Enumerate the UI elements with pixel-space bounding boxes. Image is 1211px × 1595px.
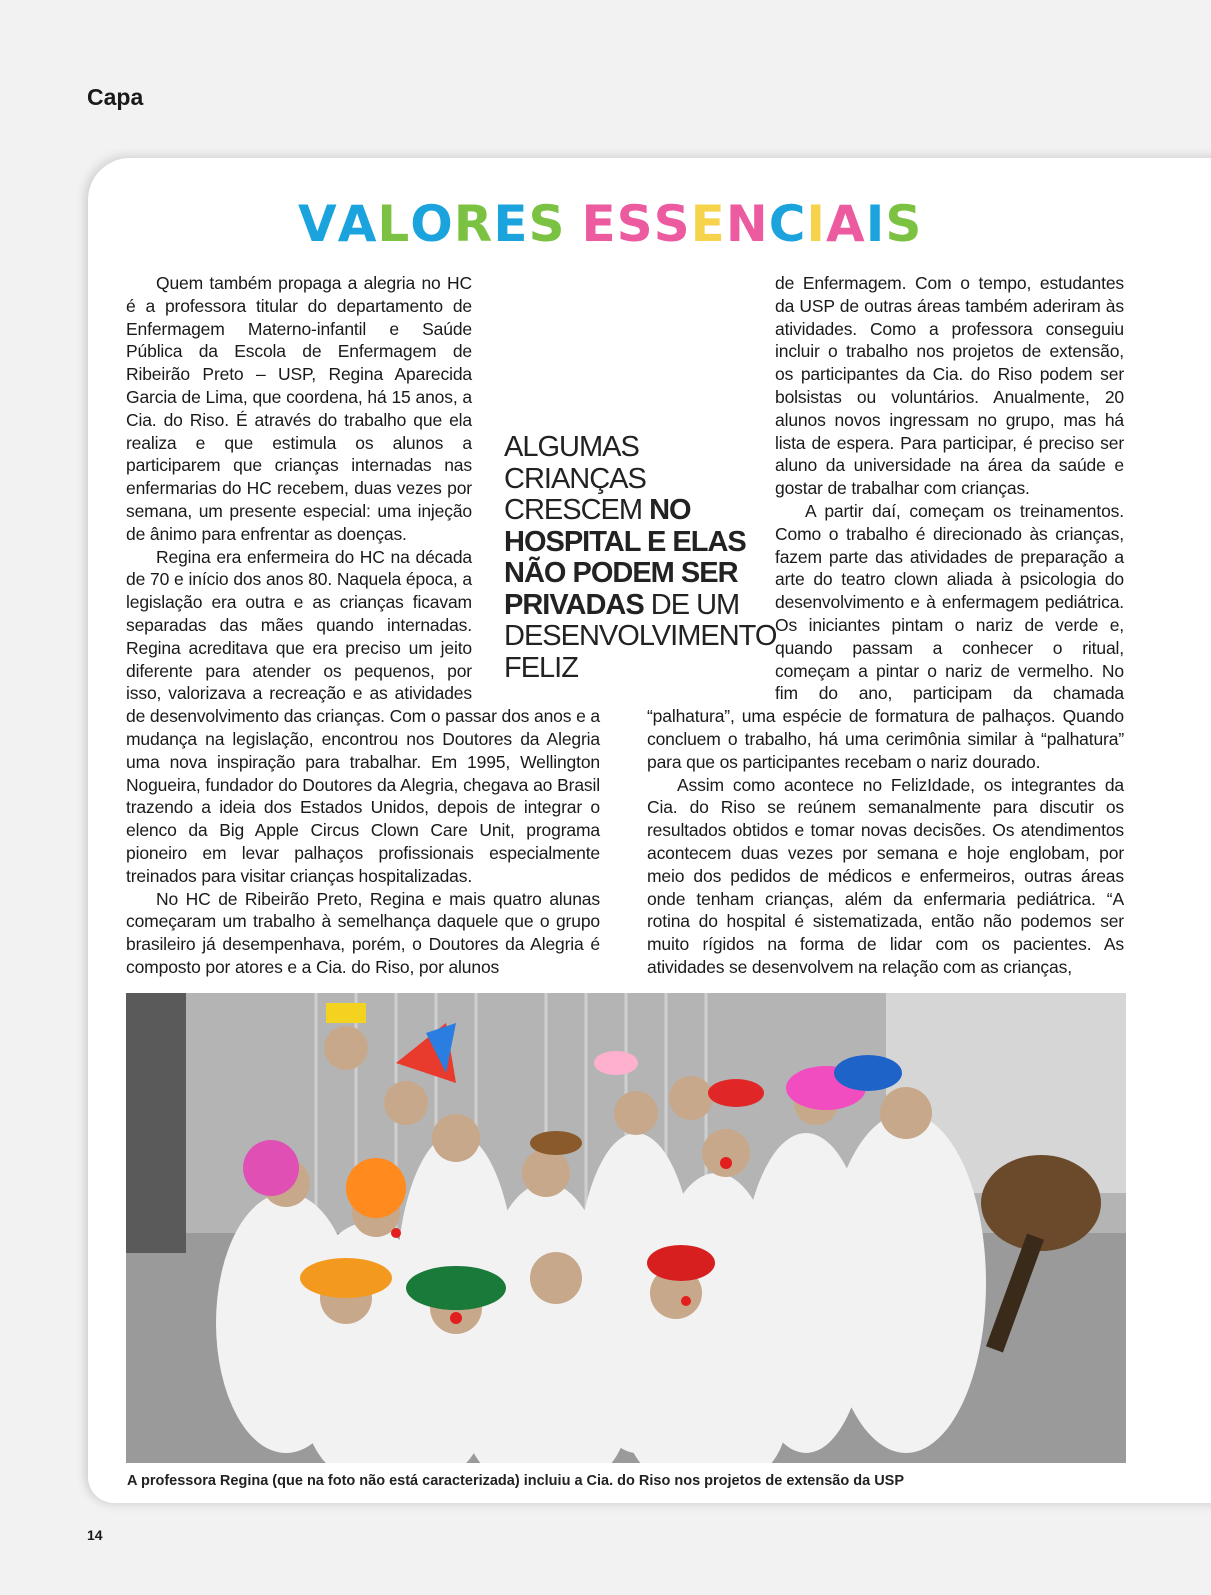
paragraph: A partir daí, começam os treinamentos. Como o trabalho é direcionado às crianças, fazem parte das atividades de preparação a arte do teatro clown aliada à psicologia do desenvolvimento e à enfermagem pediátrica. Os iniciantes pintam o nariz de verde e, quando passam a conhecer o ritual, começam a pintar o nariz de vermelho. No fim do ano, participam da chamada “palhatura”, uma espécie de formatura de palhaços. Quando concluem o trabalho, há uma cerimônia similar à “palhatura” para que os participantes recebam o nariz dourado.	[647, 500, 1124, 772]
title-letter: A	[826, 195, 864, 253]
group-photo	[126, 993, 1126, 1463]
pull-quote	[504, 431, 777, 684]
title-letter: S	[528, 195, 564, 253]
paragraph: No HC de Ribeirão Preto, Regina e mais quatro alunas começaram um trabalho à semelhança daquele que o grupo brasileiro já desempenhava, porém, o Doutores da Alegria é composto por atores e a Cia. do Riso, por alunos	[126, 888, 600, 977]
paragraph: Assim como acontece no FelizIdade, os integrantes da Cia. do Riso se reúnem semanalmente para discutir os resultados obtidos e tomar novas decisões. Os atendimentos acontecem duas vezes por semana e hoje englobam, por meio dos pedidos de médicos e enfermeiros, outras áreas onde tenham crianças, além da enfermaria pediátrica. “A rotina do hospital é sistematizada, então não podemos ser muito rígidos na forma de lidar com os pacientes. As atividades se desenvolvem na relação com as crianças,	[647, 774, 1124, 977]
paragraph: Quem também propaga a alegria no HC é a professora titular do departamento de Enfermagem Materno-infantil e Saúde Pública da Escola de Enfermagem de Ribeirão Preto – USP, Regina Aparecida Garcia de Lima, que coordena, há 15 anos, a Cia. do Riso. É através do trabalho que ela realiza e que estimula os alunos a participarem que crianças internadas nas enfermarias do HC recebem, duas vezes por semana, um presente especial: uma injeção de ânimo para enfrentar as doenças.	[126, 273, 472, 544]
title-letter: E	[690, 195, 724, 253]
title-letter: S	[616, 195, 652, 253]
title-letter: O	[410, 195, 452, 253]
title-letter: E	[581, 195, 615, 253]
title-letter: I	[865, 195, 884, 253]
title-letter: C	[768, 195, 805, 253]
pull-quote-emphasis: NO HOSPITAL E ELAS NÃO PODEM SER PRIVADAS	[504, 494, 746, 621]
section-label: Capa	[87, 84, 144, 110]
pull-quote-part: ALGUMAS CRIANÇAS CRESCEM	[504, 431, 650, 526]
group-photo-illustration	[126, 993, 1126, 1463]
title-letter: A	[337, 195, 376, 253]
paragraph: Regina era enfermeira do HC na década de 70 e início dos anos 80. Naquela época, a legislação era outra e as crianças ficavam separadas das mães quando internadas. Regina acreditava que era preciso um jeito diferente para atender os pequenos, por isso, valorizava a recreação e as atividades de desenvolvimento das crianças. Com o passar dos anos e a mudança na legislação, encontrou nos Doutores da Alegria uma nova inspiração para trabalhar. Em 1995, Wellington Nogueira, fundador do Doutores da Alegria, chegava ao Brasil trazendo a ideia dos Estados Unidos, depois de integrar o elenco da Big Apple Circus Clown Care Unit, programa pioneiro em levar palhaços profissionais especialmente treinados para visitar crianças hospitalizadas.	[126, 546, 600, 886]
title-letter: N	[725, 195, 767, 253]
article-title	[298, 195, 921, 253]
paragraph: de Enfermagem. Com o tempo, estudantes da USP de outras áreas também aderiram às atividades. Como a professora conseguiu incluir o trabalho nos projetos de extensão, os participantes da Cia. do Riso podem ser bolsistas ou voluntários. Anualmente, 20 alunos novos ingressam no grupo, mas há lista de espera. Para participar, é preciso ser aluno da universidade na área da saúde e gostar de trabalhar com crianças.	[775, 273, 1124, 499]
title-letter: R	[453, 195, 492, 253]
title-letter: E	[493, 195, 527, 253]
title-letter: L	[377, 195, 409, 253]
title-letter: V	[298, 195, 336, 253]
title-letter: I	[806, 195, 824, 253]
page-number: 14	[87, 1527, 103, 1543]
title-letter: S	[885, 195, 921, 253]
title-letter	[565, 199, 579, 249]
pull-quote-part: DE UM DESENVOLVIMENTO FELIZ	[504, 588, 777, 684]
title-letter: S	[653, 195, 689, 253]
photo-caption: A professora Regina (que na foto não está caracterizada) incluiu a Cia. do Riso nos projetos de extensão da USP	[127, 1473, 905, 1489]
